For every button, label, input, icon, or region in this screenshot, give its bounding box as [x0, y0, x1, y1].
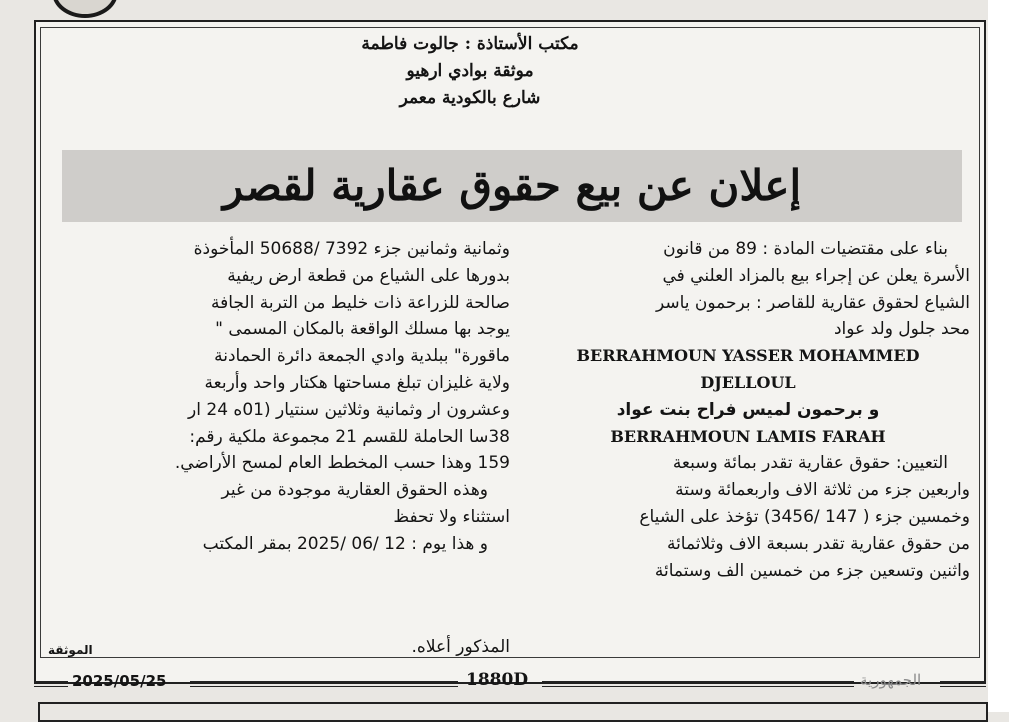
- next-ad-border: [38, 702, 988, 722]
- announcement-title-banner: [62, 150, 962, 222]
- right-column: [526, 236, 970, 584]
- newspaper-logo-fragment: [52, 0, 118, 18]
- footer-rule: [542, 681, 854, 687]
- text-line: الأسرة يعلن عن إجراء بيع بالمزاد العلني في: [662, 265, 970, 286]
- closing-line: المذكور أعلاه.: [411, 637, 510, 657]
- text-line: واثنين وتسعين جزء من خمسين الف وستمائة: [654, 560, 970, 581]
- text-line: محد جلول ولد عواد: [833, 319, 970, 340]
- text-line: وعشرون ار وثمانية وثلاثين سنتيار (01ه 24 ار: [188, 399, 510, 420]
- footer-rule: [34, 681, 68, 687]
- scan-margin: [988, 0, 1009, 712]
- text-line: الشياع لحقوق عقارية للقاصر : برحمون ياسر: [655, 292, 970, 313]
- closing-line-row: [48, 634, 510, 660]
- minor-name-latin-1: BERRAHMOUN YASSER MOHAMMED: [576, 346, 920, 366]
- text-line: و هذا يوم : 12 /06 /2025 بمقر المكتب: [202, 533, 488, 554]
- text-line: بناء على مقتضيات المادة : 89 من قانون: [663, 239, 948, 259]
- minor-name-arabic-2: و برحمون لميس فراح بنت عواد: [616, 399, 880, 420]
- announcement-title: إعلان عن بيع حقوق عقارية لقصر: [222, 161, 802, 210]
- text-line: ولاية غليزان تبلغ مساحتها هكتار واحد وأربعة: [204, 372, 510, 393]
- text-line: يوجد بها مسلك الواقعة بالمكان المسمى ": [215, 319, 510, 340]
- text-line: التعيين: حقوق عقارية تقدر بمائة وسبعة: [672, 453, 948, 474]
- text-line: من حقوق عقارية تقدر بسبعة الاف وثلاثمائة: [666, 533, 970, 554]
- text-line: واربعين جزء من ثلاثة الاف واربعمائة وستة: [675, 480, 970, 501]
- left-column: [48, 236, 510, 558]
- notary-office-name: مكتب الأستاذة : جالوت فاطمة: [361, 34, 579, 54]
- publication-date: 2025/05/25: [72, 672, 167, 690]
- minor-name-latin-2: BERRAHMOUN LAMIS FARAH: [610, 426, 886, 446]
- notary-street: شارع بالكودية معمر: [399, 88, 541, 108]
- text-line: 38سا الحاملة للقسم 21 مجموعة ملكية رقم:: [189, 426, 510, 447]
- text-line: صالحة للزراعة ذات خليط من التربة الجافة: [211, 292, 510, 313]
- ad-reference-code: 1880D: [466, 670, 529, 690]
- footer-rule: [940, 681, 986, 687]
- newspaper-name: الجمهورية: [860, 671, 922, 689]
- notary-location: موثقة بوادي ارهيو: [406, 61, 534, 81]
- text-line: وخمسين جزء ( 147 /3456) تؤخذ على الشياع: [639, 506, 970, 527]
- text-line: بدورها على الشياع من قطعة ارض ريفية: [227, 265, 510, 286]
- text-line: وهذه الحقوق العقارية موجودة من غير: [221, 480, 488, 501]
- ad-footer: [34, 668, 986, 698]
- footer-rule: [190, 681, 458, 687]
- text-line: 159 وهذا حسب المخطط العام لمسح الأراضي.: [174, 453, 510, 474]
- notary-header: [280, 31, 660, 112]
- text-line: وثمانية وثمانين جزء 7392 /50688 المأخوذة: [193, 239, 510, 259]
- minor-name-latin-1-cont: DJELLOUL: [700, 372, 796, 392]
- notary-signature-label: الموثقة: [48, 643, 93, 657]
- text-line: استثناء ولا تحفظ: [393, 506, 510, 527]
- text-line: ماقورة" ببلدية وادي الجمعة دائرة الحمادنة: [214, 346, 510, 367]
